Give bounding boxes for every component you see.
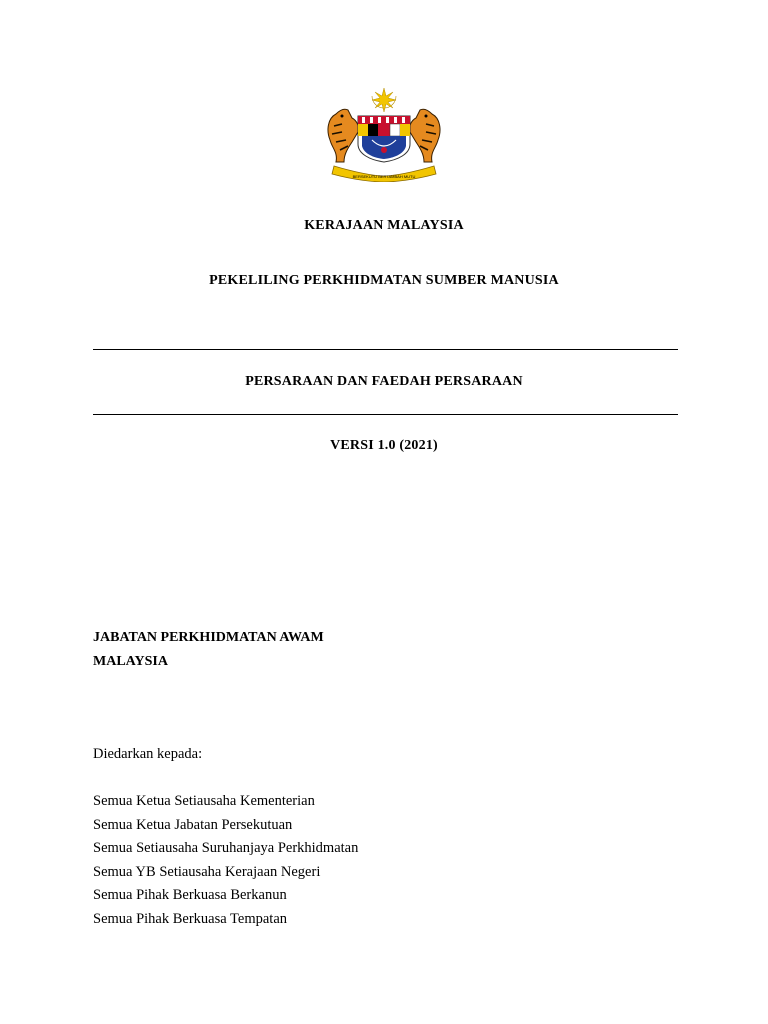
malaysia-coat-of-arms-icon — [314, 86, 454, 182]
list-item: Semua Ketua Setiausaha Kementerian — [93, 793, 315, 809]
list-item: Semua Ketua Jabatan Persekutuan — [93, 816, 293, 833]
issuer-block — [93, 626, 324, 673]
issuer-line-2: MALAYSIA — [93, 653, 168, 669]
issuer-line-1: JABATAN PERKHIDMATAN AWAM — [93, 630, 324, 645]
government-heading: KERAJAAN MALAYSIA — [304, 218, 464, 233]
list-item: Semua Pihak Berkuasa Berkanun — [93, 887, 287, 903]
motto-text: BERSEKUTU BERTAMBAH MUTU — [352, 174, 416, 179]
top-divider — [93, 349, 678, 350]
document-title: PERSARAAN DAN FAEDAH PERSARAAN — [245, 374, 523, 389]
bottom-divider — [93, 414, 678, 415]
version-label: VERSI 1.0 (2021) — [330, 438, 438, 453]
list-item: Semua Setiausaha Suruhanjaya Perkhidmatan — [93, 840, 359, 856]
list-item: Semua YB Setiausaha Kerajaan Negeri — [93, 863, 321, 880]
distribution-label: Diedarkan kepada: — [93, 746, 203, 762]
list-item: Semua Pihak Berkuasa Tempatan — [93, 910, 288, 927]
recipient-list — [93, 790, 358, 931]
series-heading: PEKELILING PERKHIDMATAN SUMBER MANUSIA — [209, 273, 559, 288]
coat-of-arms — [314, 86, 454, 182]
